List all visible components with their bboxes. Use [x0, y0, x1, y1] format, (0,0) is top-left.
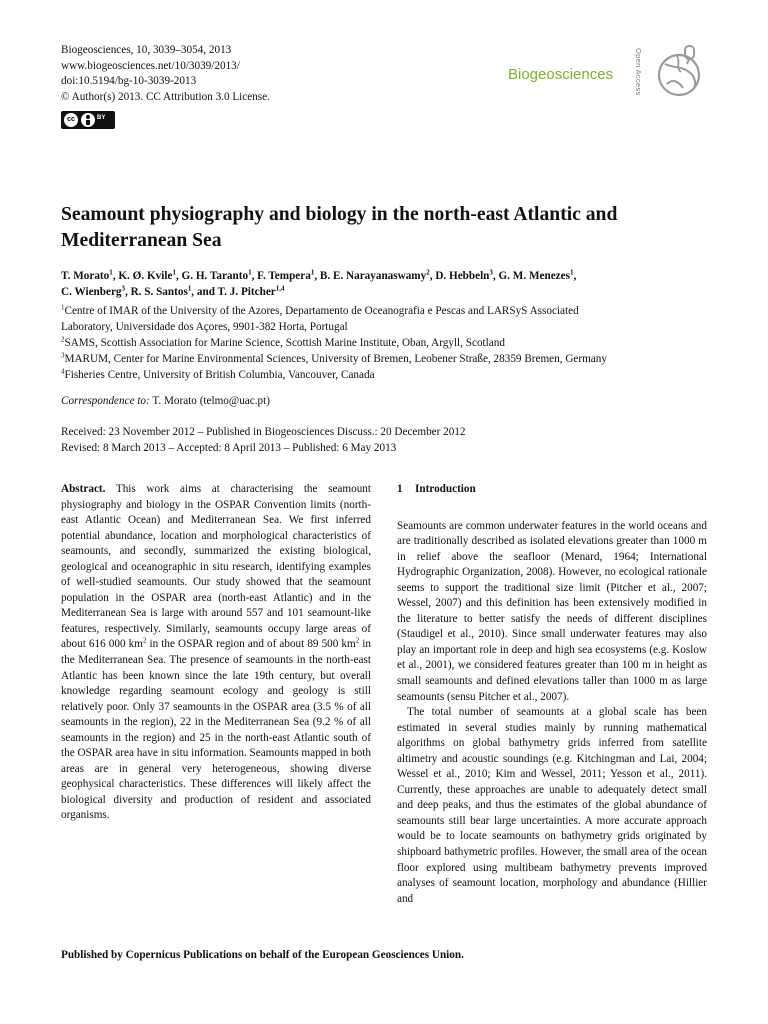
cc-icon: cc [64, 113, 78, 127]
author-name: C. Wienberg [61, 286, 122, 298]
section-title: Introduction [415, 483, 476, 495]
author-name: R. S. Santos [130, 286, 188, 298]
doi[interactable]: doi:10.5194/bg-10-3039-2013 [61, 75, 197, 87]
open-access-label [633, 48, 645, 108]
author-name: K. Ø. Kvile [118, 270, 173, 282]
correspondence-label: Correspondence to: [61, 395, 150, 407]
section-heading [397, 482, 707, 498]
intro-paragraph-1: Seamounts are common underwater features in the world oceans and are traditionally described as isolated elevations greater than 1000 m in relief above the seafloor (Menard, 1964; International Hydrographic Organization, 2008). However, no ecological rationale seems to support the traditional size limit (Pitcher et al., 2007; Wessel, 2007) and this definition has been extensively modified in the literature to better satisfy the needs of different disciplines (Staudigel et al., 2010). Since small underwater features may also play an important role in deep and high sea ecosystems (e.g. Koslow et al., 2001), we considered features greater than 100 m in height as small seamounts and defined elevations taller than 1000 m as large seamounts (sensu Pitcher et al., 2007). [397, 519, 707, 703]
publisher-footer: Published by Copernicus Publications on behalf of the European Geosciences Union. [61, 949, 464, 961]
affiliations [61, 303, 721, 383]
correspondence-text[interactable]: T. Morato (telmo@uac.pt) [152, 395, 270, 407]
open-access-text: Open Access [634, 48, 643, 96]
introduction-section [397, 482, 707, 907]
dates-line-2: Revised: 8 March 2013 – Accepted: 8 April 2013 – Published: 6 May 2013 [61, 442, 397, 454]
author-line-2: C. Wienberg$^3$, R. S. Santos$^1$, and T. J. Pitcher$^{1,4}$ [61, 284, 285, 298]
author-name: T. Morato [61, 270, 110, 282]
journal-logo-name: Biogeosciences [508, 66, 614, 83]
author-name: B. E. Narayanaswamy [319, 270, 427, 282]
article-title: Seamount physiography and biology in the north-east Atlantic and Mediterranean Sea [61, 204, 618, 251]
affiliation: $^1$Centre of IMAR of the University of the Azores, Departamento de Oceanografia e Pescas and LARSyS Associated [61, 303, 579, 317]
intro-paragraph-2: The total number of seamounts at a global scale has been estimated in several studies mainly by running mathematical algorithms on global bathymetry grids inferred from satellite altimetry and acoustic soundings (e.g. Kitchingman and Lai, 2004; Wessel et al., 2010; Kim and Wessel, 2011; Yesson et al., 2011). Currently, these approaches are unable to adequately detect small and deep peaks, and thus the estimates of the global abundance of seamounts still bear large uncertainties. A more accurate approach would be to locate seamounts on bathymetry grids originated by shipboard bathymetric profiles. However, the small area of the ocean floor explored using multibeam bathymetry prevents improved analyses of seamount location, morphology and abundance (Hillier and [397, 706, 707, 905]
author-name: G. H. Taranto [181, 270, 249, 282]
attribution-person-icon [81, 113, 95, 127]
section-number: 1 [397, 483, 403, 495]
affiliation: $^4$Fisheries Centre, University of British Columbia, Vancouver, Canada [61, 367, 375, 381]
affiliation: $^3$MARUM, Center for Marine Environmental Sciences, University of Bremen, Leobener Straße, 28359 Bremen, Germany [61, 351, 607, 365]
author-name: T. J. Pitcher [217, 286, 276, 298]
journal-url[interactable]: www.biogeosciences.net/10/3039/2013/ [61, 59, 240, 72]
publication-dates [61, 424, 466, 456]
open-access-globe-icon [651, 42, 709, 102]
affiliation: $^2$SAMS, Scottish Association for Marine Science, Scottish Marine Institute, Oban, Argyll, Scotland [61, 335, 505, 349]
author-list [61, 268, 711, 300]
correspondence [61, 395, 270, 407]
author-name: D. Hebbeln [435, 270, 490, 282]
cc-license-badge[interactable] [61, 111, 115, 129]
affiliation: Laboratory, Universidade dos Açores, 9901-382 Horta, Portugal [61, 321, 348, 333]
author-name: G. M. Menezes [498, 270, 570, 282]
journal-citation: Biogeosciences, 10, 3039–3054, 2013 [61, 44, 232, 56]
cc-by-label: BY [97, 115, 106, 121]
abstract-label: Abstract. [61, 483, 106, 495]
author-line-1: T. Morato$^1$, K. Ø. Kvile$^1$, G. H. Taranto$^1$, F. Tempera$^1$, B. E. Narayanaswamy$^2$, D. Hebbeln$^3$, G. M. Menezes$^1$, [61, 268, 577, 282]
abstract: Abstract. This work aims at characterising the seamount physiography and biology in the OSPAR Convention limits (north-east Atlantic Ocean) and Mediterranean Sea. We first inferred potential abundance, location and morphological characteristics of seamounts, and secondly, summarized the existing biological, geological and oceanographic in situ research, identifying examples of well-studied seamounts. Our study showed that the seamount population in the OSPAR area (north-east Atlantic) and in the Mediterranean Sea is large with around 557 and 101 seamount-like features, respectively. Similarly, seamounts occupy large areas of about 616 000 $km^2$ in the OSPAR region and of about 89 500 $km^2$ in the Mediterranean Sea. The presence of seamounts in the north-east Atlantic has been known since the late 19th century, but overall knowledge regarding seamount ecology and geology is still relatively poor. Only 37 seamounts in the OSPAR area (3.5 % of all seamounts in the region), 22 in the Mediterranean Sea (9.2 % of all seamounts in the region) and 25 in the north-east Atlantic south of the OSPAR area have in situ information. Seamounts mapped in both areas are in general very heterogeneous, showing diverse geophysical characteristics. These differences will likely affect the biological diversity and production of resident and associated organisms. [61, 483, 372, 822]
dates-line-1: Received: 23 November 2012 – Published in Biogeosciences Discuss.: 20 December 2012 [61, 426, 466, 438]
license-line: © Author(s) 2013. CC Attribution 3.0 License. [61, 90, 270, 103]
journal-header [61, 43, 270, 105]
author-name: F. Tempera [257, 270, 311, 282]
